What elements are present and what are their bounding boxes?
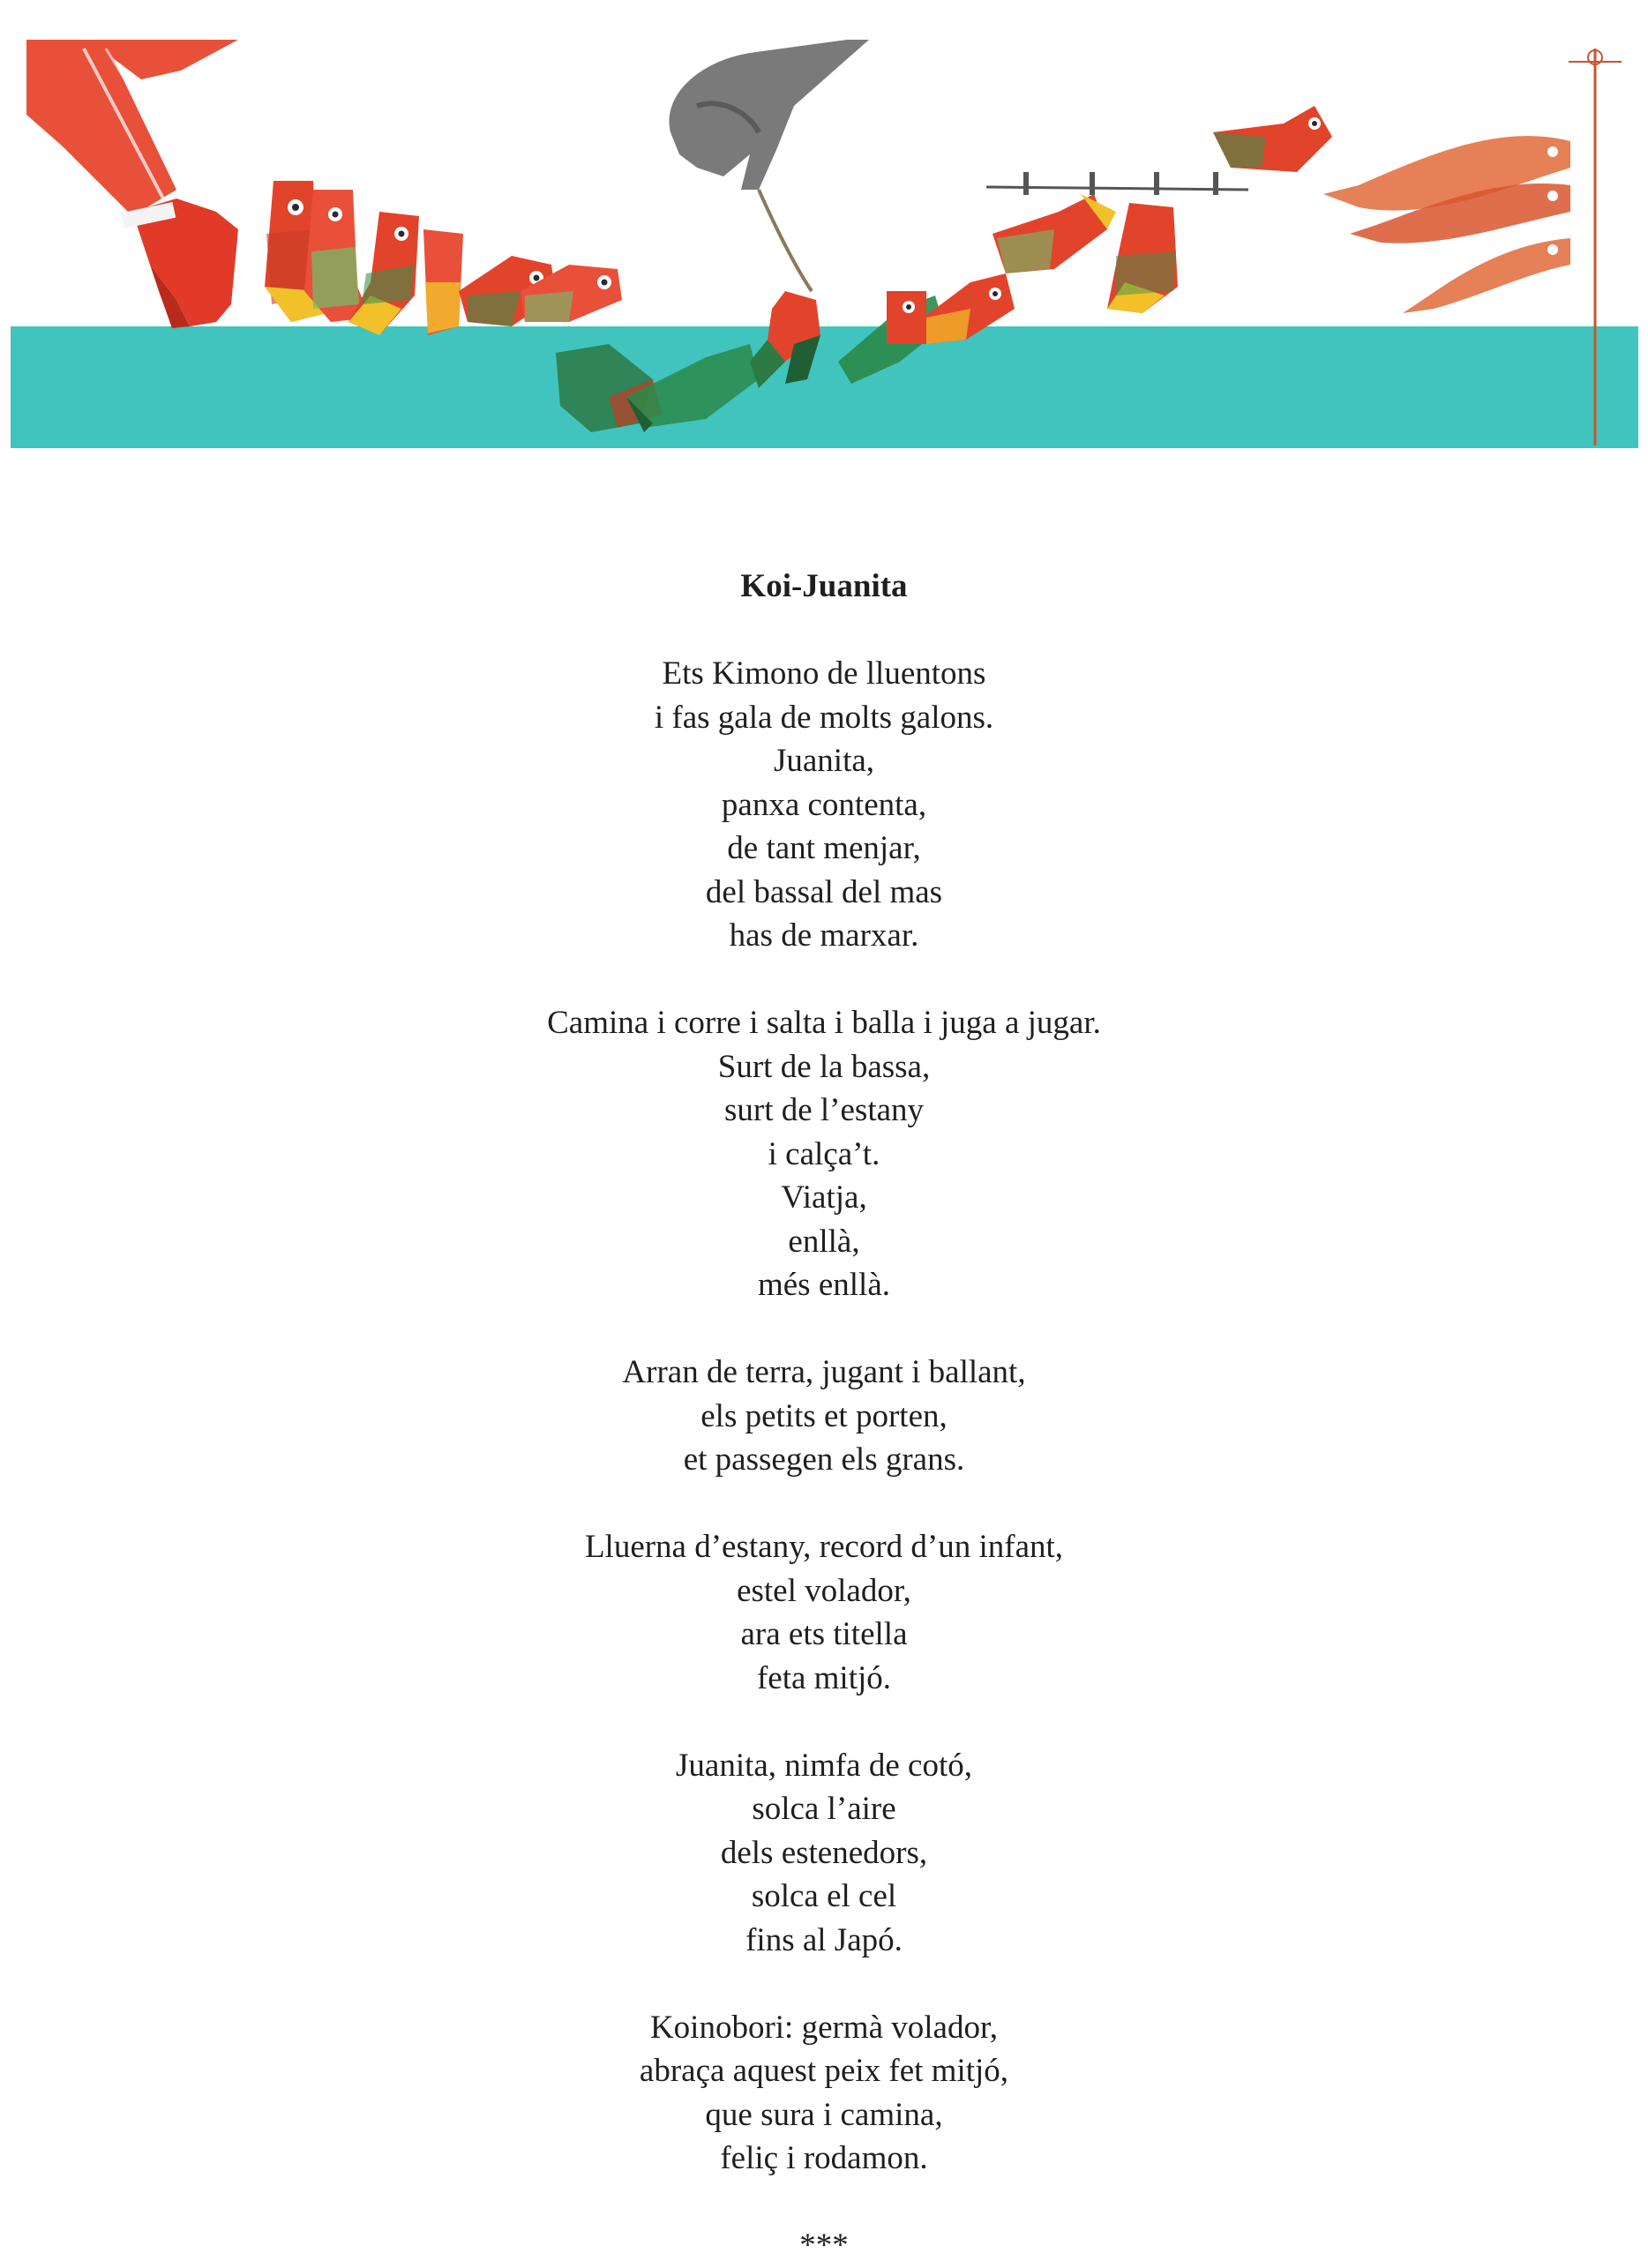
header-illustration: [0, 0, 1648, 459]
poem-line: Juanita,: [773, 743, 875, 779]
poem-line: i calça’t.: [768, 1135, 880, 1172]
poem-line: Camina i corre i salta i balla i juga a jugar.: [547, 1005, 1101, 1041]
poem-title: Koi-Juanita: [740, 568, 908, 604]
poem: [0, 565, 1648, 2268]
poem-line: Koinobori: germà volador,: [649, 2009, 999, 2046]
poem-line: més enllà.: [757, 1267, 890, 1303]
stanza: [0, 1525, 1648, 1700]
poem-line: fins al Japó.: [745, 1921, 903, 1958]
end-mark: ***: [799, 2227, 849, 2264]
poem-line: Surt de la bassa,: [717, 1048, 931, 1085]
poem-line: estel volador,: [737, 1572, 911, 1609]
poem-line: que sura i camina,: [705, 2096, 943, 2133]
poem-line: enllà,: [788, 1223, 860, 1260]
poem-line: Ets Kimono de lluentons: [662, 655, 986, 692]
poem-line: solca el cel: [751, 1878, 897, 1914]
poem-line: i fas gala de molts galons.: [654, 699, 994, 736]
stanza: [0, 652, 1648, 958]
poem-line: Viatja,: [781, 1179, 867, 1216]
stanza: [0, 2006, 1648, 2181]
poem-line: surt de l’estany: [723, 1092, 925, 1128]
poem-line: ara ets titella: [740, 1616, 908, 1652]
poem-line: dels estenedors,: [720, 1834, 928, 1871]
poem-line: feliç i rodamon.: [720, 2140, 928, 2176]
poem-line: Arran de terra, jugant i ballant,: [622, 1354, 1026, 1390]
poem-line: feta mitjó.: [756, 1659, 892, 1696]
water-band: [11, 326, 1638, 448]
poem-line: Juanita, nimfa de cotó,: [676, 1747, 972, 1784]
clothesline-icon: [986, 172, 1248, 195]
stanza: [0, 1744, 1648, 1963]
poem-line: Lluerna d’estany, record d’un infant,: [584, 1529, 1064, 1565]
stanza: [0, 1351, 1648, 1482]
legs-with-shoes-icon: [26, 40, 238, 328]
poem-line: has de marxar.: [729, 917, 919, 954]
poem-line: solca l’aire: [752, 1791, 896, 1827]
stanza: [0, 1001, 1648, 1307]
hand-puppet-icon: [669, 40, 869, 291]
poem-line: abraça aquest peix fet mitjó,: [639, 2053, 1009, 2089]
poem-line: et passegen els grans.: [683, 1441, 965, 1478]
poem-line: panxa contenta,: [721, 786, 927, 823]
poem-line: els petits et porten,: [700, 1397, 948, 1434]
poem-line: del bassal del mas: [705, 873, 943, 910]
poem-line: de tant menjar,: [727, 830, 921, 866]
